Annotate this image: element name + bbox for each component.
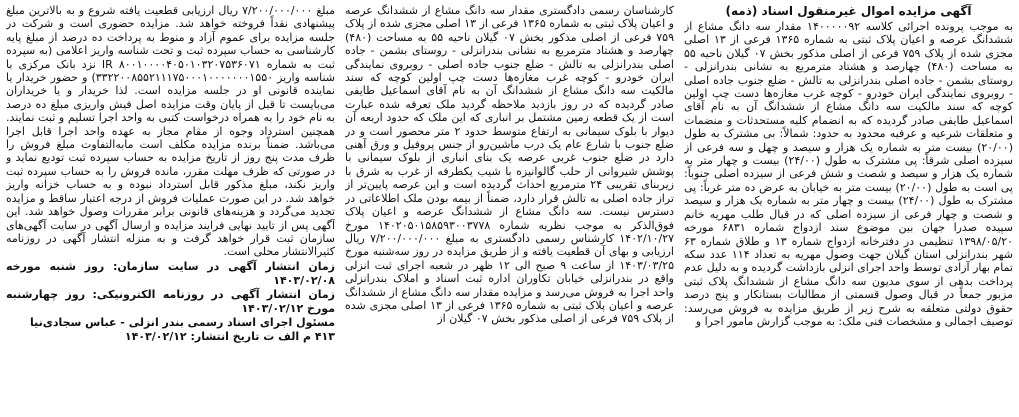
notice-body-right: به موجب پرونده اجرائی کلاسه ۱۴۰۰۰۰۰۹۲ مقدار سه دانگ مشاع از ششدانگ عرصه و اعیان پلاک ثبتی به شماره ۱۳۶۵ فرعی از ۱۳ اصلی مجزی شده از پلاک ۷۵۹ فرعی از اصلی مذکور بخش ۰۷ گیلان ناحیه ۵۵ به مساحت (۴۸۰) چهارصد و هشتاد مترمربع به نشانی بندرانزلی - روستای بشمن - جاده اصلی بندرانزلی به تالش - ضلع جنوب جاده اصلی - روبروی نمایندگی ایران خودرو - کوچه غرب مغازه‌ها دست چپ اولین کوچه که سند مالکیت سه دانگ مشاع از ششدانگ آن به نام آقای اسماعیل طایفی صادر گردیده که به انضمام کلیه مستحدثات و منضمات و متعلقات شرعیه و عرفیه محدود به حدود: شمالاً: بی مشترک به طول (۲۰/۰۰) بیست متر به شماره یک هزار و سیصد و چهل و سه فرعی از سیزده اصلی شرقاً: پی مشترک به طول (۲۴/۰۰) بیست و چهار متر به شماره یک هزار و سیصد و شصت و شش فرعی از سیزده اصلی جنوباً: پی است به طول (۲۰/۰۰) بیست متر به خیابان به عرض ده متر غرباً: پی مشترک به طول (۲۴/۰۰) بیست و چهار متر به شماره یک هزار و سیصد و شصت و چهار فرعی از سیزده اصلی که در قبال طلب مهریه خانم سپیده صدرا جهان بین موضوع سند ازدواج شماره ۶۸۳۱ مورخه ۱۳۹۸/۰۵/۲۰ تنظیمی در دفترخانه ازدواج شماره ۱۳ و طلاق شماره ۶۳ شهر بندرانزلی استان گیلان جهت وصول مهریه به تعداد ۱۱۴ عدد سکه تمام بهار آزادی توسط واحد اجرای انزلی بازداشت گردیده و به دلیل عدم پرداخت بدهی از سوی مدیون سه دانگ مشاع از ششدانگ پلاک ثبتی مزبور جمعاً در قبال وصول قسمتی از مطالبات بستانکار و پنج درصد حقوق دولتی متعلقه به شرح زیر از طریق مزایده به فروش می‌رسد: توصیف اجمالی و مشخصات فنی ملک: به موجب گزارش مامور اجرا و (684, 20, 1013, 328)
notice-body-middle: کارشناسان رسمی دادگستری مقدار سه دانگ مشاع از ششدانگ عرصه و اعیان پلاک ثبتی به شماره ۱۳۶۵ فرعی از ۱۳ اصلی مجزی شده از پلاک ۷۵۹ فرعی از اصلی مذکور بخش ۰۷ گیلان ناحیه ۵۵ به مساحت (۴۸۰) چهارصد و هشتاد مترمربع به نشانی بندرانزلی - روستای بشمن - جاده اصلی بندرانزلی به تالش - ضلع جنوب جاده اصلی - روبروی نمایندگی ایران خودرو - کوچه غرب مغازه‌ها دست چپ اولین کوچه که سند مالکیت سه دانگ مشاع از ششدانگ آن به نام آقای اسماعیل طایفی صادر گردیده که در روز بازدید ملاحظه گردید ملک تعرفه شده عبارت است از یک قطعه زمین مشتمل بر انباری که این ملک که حدود اربعه آن دیوار با بلوک سیمانی به ارتفاع متوسط حدود ۲ متر محصور است و در ضلع جنوب با شارع عام یک درب ماشین‌رو از جنس پروفیل و ورق آهنی دارد در ضلع جنوب غربی عرصه یک بنای انباری از بلوک سیمانی با پوشش شیروانی از حلب گالوانیزه با شیب یکطرفه از غرب به شرق با زیربنای تقریبی ۲۴ مترمربع احداث گردیده است و این عرصه پایین‌تر از تراز جاده اصلی به تالش قرار دارد، ضمناً از بیمه بودن ملک اطلاعاتی در دسترس نیست. سه دانگ مشاع از ششدانگ عرصه و اعیان پلاک فوق‌الذکر به موجب نظریه شماره ۱۴۰۲۰۵۰۱۵۸۵۹۳۰۰۳۷۷۸ مورخ ۱۴۰۲/۱۰/۲۷ کارشناس رسمی دادگستری به مبلغ ۷/۲۰۰/۰۰۰/۰۰۰ ریال ارزیابی و بهای آن قطعیت یافته و از طریق مزایده در روز سه‌شنبه مورخ ۱۴۰۳/۰۳/۲۵ از ساعت ۹ صبح الی ۱۲ ظهر در شعبه اجرای ثبت انزلی واقع در بندرانزلی خیابان تکاوران اداره ثبت اسناد و املاک بندرانزلی واحد اجرا به فروش می‌رسد و مزایده مقدار سه دانگ مشاع از ششدانگ عرصه و اعیان پلاک ثبتی به شماره ۱۳۶۵ فرعی از ۱۳ اصلی مجزی شده از پلاک ۷۵۹ فرعی از اصلی مذکور بخش ۰۷ گیلان از (345, 4, 674, 326)
notice-column-left (6, 4, 335, 413)
notice-column-right (684, 4, 1013, 413)
notice-reference: ۴۱۳ م الف ت تاریخ انتشار: ۱۴۰۳/۰۲/۱۲ (124, 329, 335, 343)
publication-info (6, 260, 335, 344)
notice-body-left: مبلغ ۷/۲۰۰/۰۰۰/۰۰۰ ریال ارزیابی قطعیت یافته شروع و به بالاترین مبلغ پیشنهادی نقداً فروخته خواهد شد. مزایده حضوری است و شرکت در جلسه مزایده برای عموم آزاد و منوط به پرداخت ده درصد از مبلغ پایه کارشناسی به حساب سپرده ثبت و تحت شناسه واریز اعلامی (به سپرده ثبت به شماره IR ۸۰۰۱۰۰۰۰۴۰۵۰۱۰۳۲۰۷۵۳۶۰۷۱ نزد بانک مرکزی با شناسه واریز ۳۳۲۲۰۰۸۵۵۲۱۱۱۷۵۰۰۰۱۰۰۰۰۰۰۰۱۵۵۰) و حضور خریدار یا نماینده قانونی او در جلسه مزایده است. لذا خریدار و یا خریداران می‌بایست تا قبل از پایان وقت مزایده اصل فیش واریزی مبلغ ده درصد به نام خود را به همراه درخواست کتبی به واحد اجرا تسلیم و ثبت نمایند. همچنین استرداد وجوه از مقام مجاز به عهده واحد اجرا قابل اجرا می‌باشد. ضمناً برنده مزایده مکلف است مابه‌التفاوت مبلغ فروش را ظرف مدت پنج روز از تاریخ مزایده به حساب سپرده ثبت تودیع نماید و در صورتی که ظرف مهلت مقرر، مانده فروش را به حساب سپرده ثبت واریز نکند، مبلغ مذکور قابل استرداد نبوده و به حساب خزانه واریز خواهد شد. در این صورت عملیات فروش از درجه اعتبار ساقط و مزایده تجدید می‌گردد و هزینه‌های قانونی برابر مقررات وصول خواهد شد. این آگهی پس از تایید نهایی فرایند مزایده و ارسال آگهی در سایت آگهی‌های سازمان ثبت قرار خواهد گرفت و به منزله انتشار آگهی در روزنامه کثیرالانتشار محلی است. (6, 4, 335, 259)
publication-website-date: زمان انتشار آگهی در سایت سازمان: روز شنبه مورخه ۱۴۰۳/۰۲/۰۸ (6, 259, 335, 287)
notice-column-middle (345, 4, 674, 413)
publication-newspaper-date: زمان انتشار آگهی در روزنامه الکترونیکی: روز چهارشنبه مورخ ۱۴۰۳/۰۲/۱۲ (6, 287, 335, 315)
notice-signature: مسئول اجرای اسناد رسمی بندر انزلی - عباس سجادی‌نیا (29, 315, 335, 329)
notice-title: آگهی مزایده اموال غیرمنقول اسناد (ذمه) (725, 4, 972, 18)
